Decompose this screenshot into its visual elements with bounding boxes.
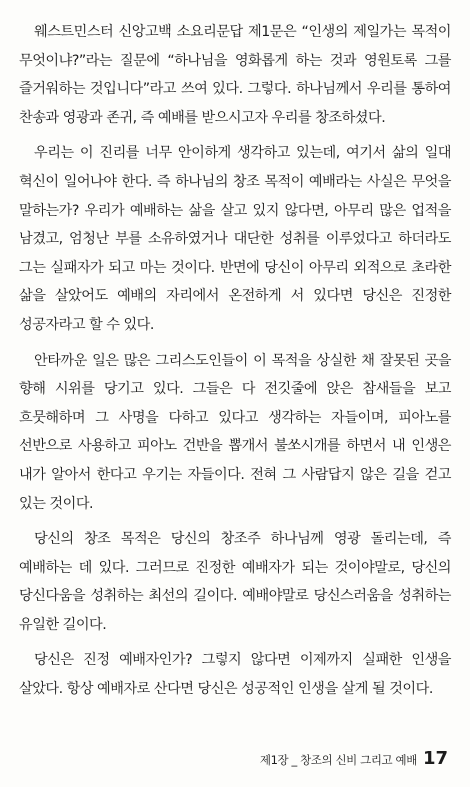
paragraph-3: 안타까운 일은 많은 그리스도인들이 이 목적을 상실한 채 잘못된 곳을 향해 시위를 당기고 있다. 그들은 다 전깃줄에 앉은 참새들을 보고 흐뭇해하며 그 사명을 다하고 있다고 생각하는 자들이며, 피아노를 선반으로 사용하고 피아노 건반을 뽑개서 불쏘시개를 하면서 내 인생은 내가 알아서 한다고 우기는 자들이다. 전혀 그 사람답지 않은 길을 걷고 있는 것이다. [19,352,451,512]
body-text [19,18,451,711]
page-footer [260,748,448,769]
paragraph-1: 웨스트민스터 신앙고백 소요리문답 제1문은 “인생의 제일가는 목적이 무엇이냐?”라는 질문에 “하나님을 영화롭게 하는 것과 영원토록 그를 즐거워하는 것입니다”라고 쓰여 있다. 그렇다. 하나님께서 우리를 통하여 찬송과 영광과 존귀, 즉 예배를 받으시고자 우리를 창조하셨다. [19,24,451,126]
paragraph-2: 우리는 이 진리를 너무 안이하게 생각하고 있는데, 여기서 삶의 일대 혁신이 일어나야 한다. 즉 하나님의 창조 목적이 예배라는 사실은 무엇을 말하는가? 우리가 예배하는 삶을 살고 있지 않다면, 아무리 많은 업적을 남겼고, 엄청난 부를 소유하였거나 대단한 성취를 이루었다고 하더라도 그는 실패자가 되고 마는 것이다. 반면에 당신이 아무리 외적으로 초라한 삶을 살았어도 예배의 자리에서 온전하게 서 있다면 당신은 진정한 성공자라고 할 수 있다. [19,145,451,333]
page-number: 17 [422,748,448,769]
paragraph-5: 당신은 진정 예배자인가? 그렇지 않다면 이제까지 실패한 인생을 살았다. 항상 예배자로 산다면 당신은 성공적인 인생을 살게 될 것이다. [19,652,451,698]
paragraph-4: 당신의 창조 목적은 당신의 창조주 하나님께 영광 돌리는데, 즉 예배하는 데 있다. 그러므로 진정한 예배자가 되는 것이야말로, 당신의 당신다움을 성취하는 최선의 길이다. 예배야말로 당신스러움을 성취하는 유일한 길이다. [19,531,451,633]
running-footer-chapter: 제1장 _ 창조의 신비 그리고 예배 [259,753,417,767]
